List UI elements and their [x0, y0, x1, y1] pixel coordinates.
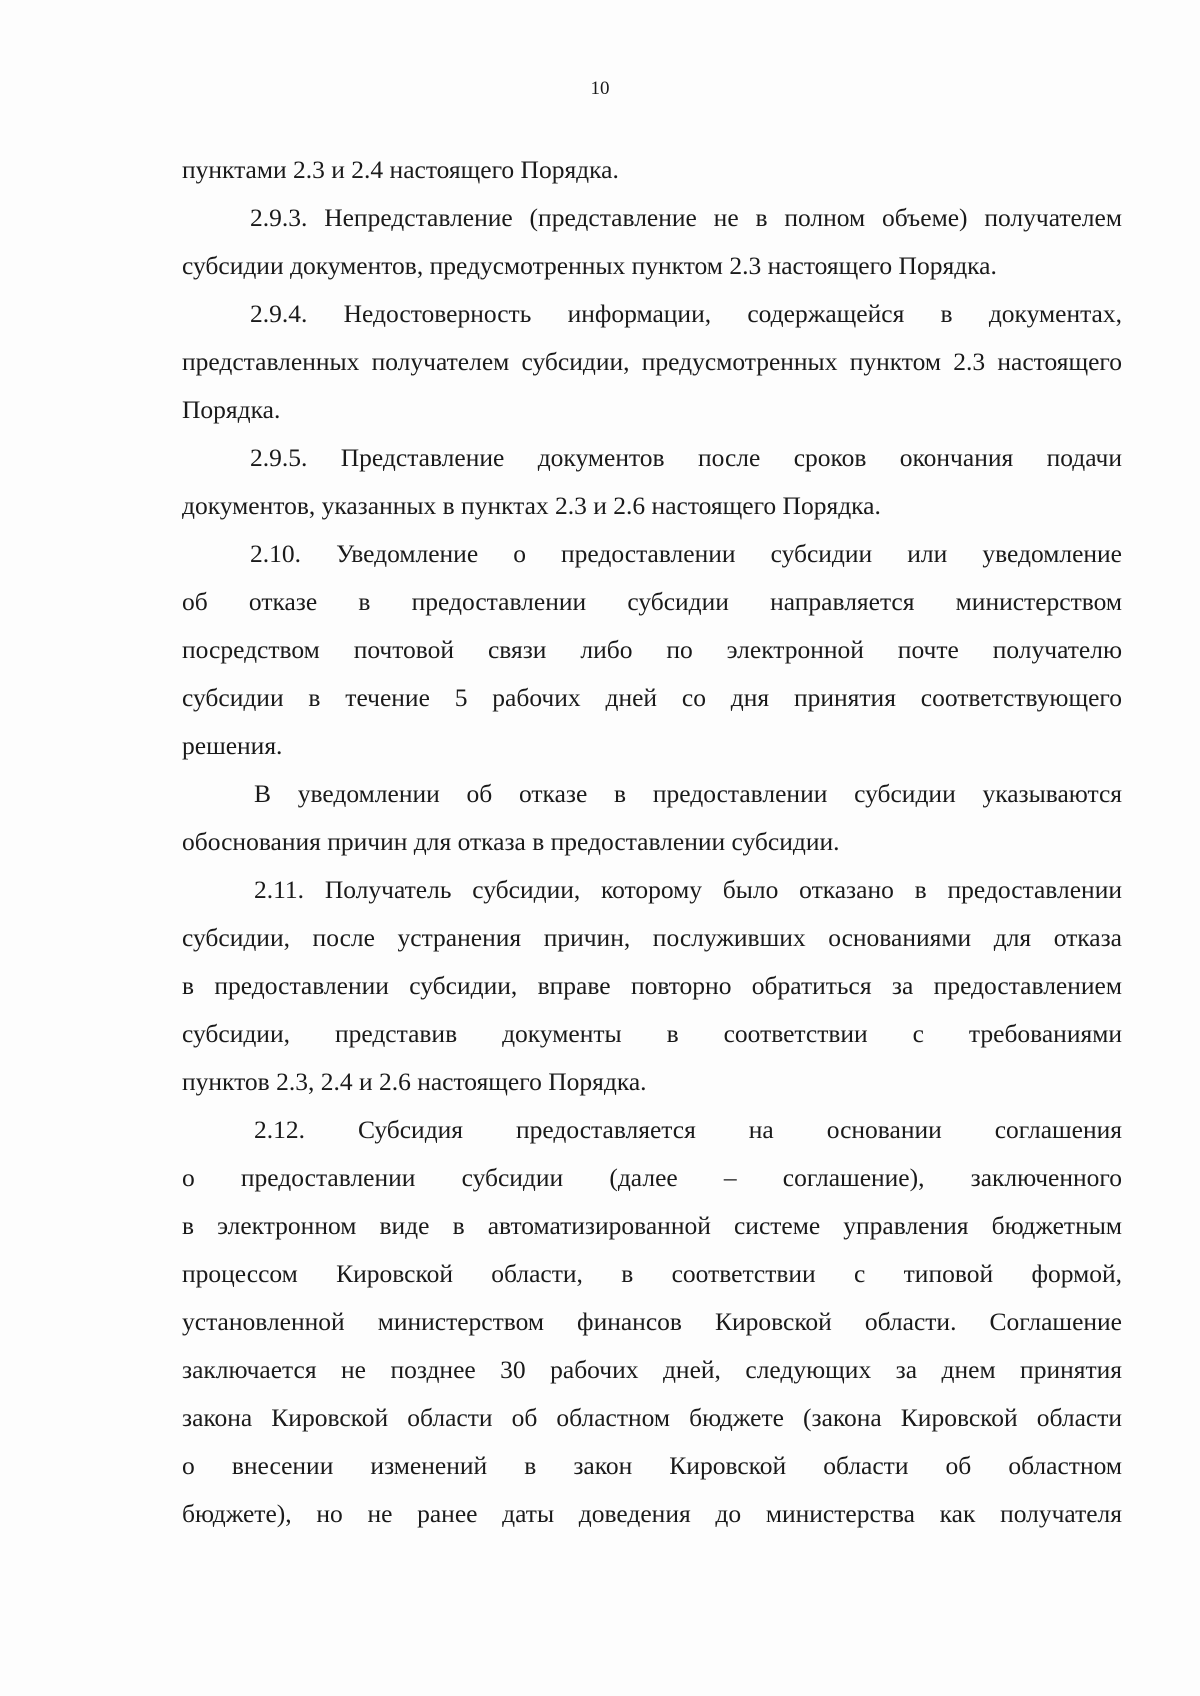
text-line: субсидии документов, предусмотренных пунктом 2.3 настоящего Порядка. — [182, 251, 997, 280]
text-line: бюджете), но не ранее даты доведения до министерства как получателя — [182, 1499, 1122, 1528]
text-line: 2.9.5. Представление документов после сроков окончания подачи — [250, 443, 1122, 472]
text-line: обоснования причин для отказа в предоставлении субсидии. — [182, 827, 840, 856]
document-body — [182, 146, 1122, 1538]
text-line: 2.12. Субсидия предоставляется на основании соглашения — [254, 1115, 1122, 1144]
text-line: 2.10. Уведомление о предоставлении субсидии или уведомление — [250, 539, 1122, 568]
text-line: субсидии в течение 5 рабочих дней со дня принятия соответствующего — [182, 683, 1122, 712]
text-line: субсидии, представив документы в соответствии с требованиями — [182, 1019, 1122, 1048]
text-line: закона Кировской области об областном бюджете (закона Кировской области — [182, 1403, 1122, 1432]
text-line: в электронном виде в автоматизированной системе управления бюджетным — [182, 1211, 1122, 1240]
text-line: посредством почтовой связи либо по электронной почте получателю — [182, 635, 1122, 664]
text-line: представленных получателем субсидии, предусмотренных пунктом 2.3 настоящего — [182, 347, 1122, 376]
text-line: субсидии, после устранения причин, послуживших основаниями для отказа — [182, 923, 1122, 952]
text-line: пунктами 2.3 и 2.4 настоящего Порядка. — [182, 155, 619, 184]
text-line: в предоставлении субсидии, вправе повторно обратиться за предоставлением — [182, 971, 1122, 1000]
text-line: об отказе в предоставлении субсидии направляется министерством — [182, 587, 1122, 616]
text-line: документов, указанных в пунктах 2.3 и 2.6 настоящего Порядка. — [182, 491, 881, 520]
text-line: заключается не позднее 30 рабочих дней, следующих за днем принятия — [182, 1355, 1122, 1384]
text-line: о предоставлении субсидии (далее – соглашение), заключенного — [182, 1163, 1122, 1192]
text-line: о внесении изменений в закон Кировской области об областном — [182, 1451, 1122, 1480]
text-line: пунктов 2.3, 2.4 и 2.6 настоящего Порядка. — [182, 1067, 647, 1096]
text-line: установленной министерством финансов Кировской области. Соглашение — [182, 1307, 1122, 1336]
text-line: 2.11. Получатель субсидии, которому было отказано в предоставлении — [254, 875, 1122, 904]
text-line: процессом Кировской области, в соответствии с типовой формой, — [182, 1259, 1122, 1288]
text-line: Порядка. — [182, 395, 281, 424]
text-line: 2.9.4. Недостоверность информации, содержащейся в документах, — [250, 299, 1122, 328]
page-number: 10 — [590, 78, 610, 99]
text-line: 2.9.3. Непредставление (представление не в полном объеме) получателем — [250, 203, 1122, 232]
text-line: В уведомлении об отказе в предоставлении субсидии указываются — [254, 779, 1122, 808]
text-line: решения. — [182, 731, 283, 760]
